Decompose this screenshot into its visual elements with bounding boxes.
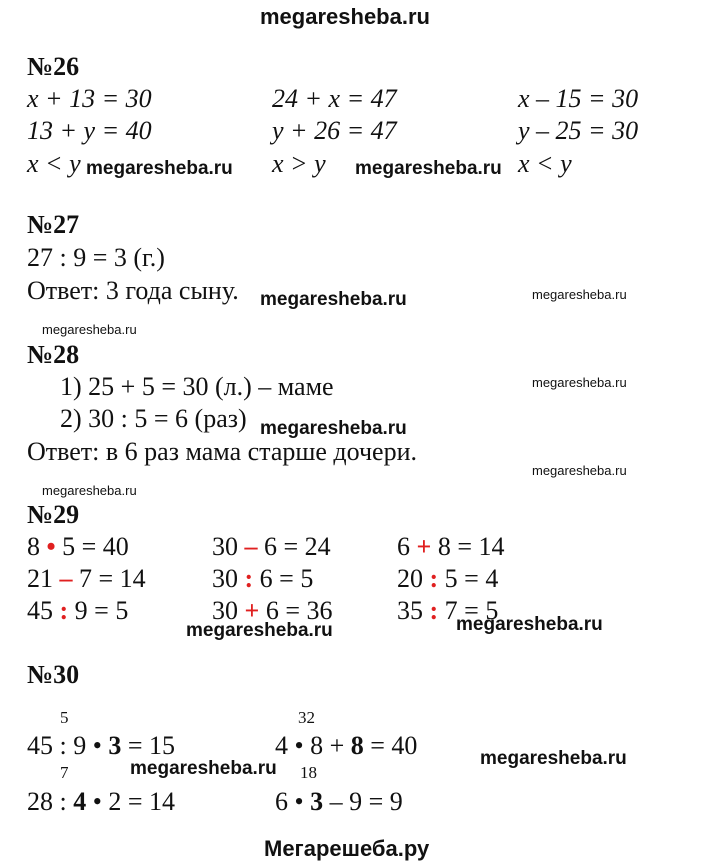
p26-comparison: x < y: [27, 149, 81, 178]
problem-26-heading: №26: [27, 52, 80, 81]
p30-step-value: 18: [300, 763, 317, 782]
watermark: megaresheba.ru: [260, 289, 407, 310]
p30-expression: 28 : 4 • 2 = 14: [27, 787, 175, 816]
p29-expression: 30 : 6 = 5: [212, 564, 314, 593]
p30-expression: 4 • 8 + 8 = 40: [275, 731, 418, 760]
problem-30-heading: №30: [27, 660, 80, 689]
p30-expression: 45 : 9 • 3 = 15: [27, 731, 175, 760]
p30-expression: 6 • 3 – 9 = 9: [275, 787, 403, 816]
p26-eq: y + 26 = 47: [272, 116, 397, 145]
watermark: megaresheba.ru: [130, 758, 277, 779]
p29-expression: 8 • 5 = 40: [27, 532, 129, 561]
p27-answer: Ответ: 3 года сыну.: [27, 276, 239, 305]
p26-eq: 13 + y = 40: [27, 116, 152, 145]
problem-28-heading: №28: [27, 340, 80, 369]
watermark: megaresheba.ru: [532, 375, 627, 390]
watermark: megaresheba.ru: [260, 418, 407, 439]
p29-expression: 45 : 9 = 5: [27, 596, 129, 625]
p28-answer: Ответ: в 6 раз мама старше дочери.: [27, 437, 418, 466]
p29-expression: 20 : 5 = 4: [397, 564, 499, 593]
watermark: megaresheba.ru: [355, 158, 502, 179]
p26-comparison: x > y: [272, 149, 326, 178]
p28-step-1: 1) 25 + 5 = 30 (л.) – маме: [60, 372, 334, 401]
p30-step-value: 5: [60, 708, 69, 727]
p29-expression: 30 + 6 = 36: [212, 596, 333, 625]
p29-expression: 21 – 7 = 14: [27, 564, 146, 593]
problem-29-heading: №29: [27, 500, 80, 529]
problem-27-heading: №27: [27, 210, 80, 239]
watermark: megaresheba.ru: [42, 483, 137, 498]
site-footer: Мегарешеба.ру: [264, 836, 430, 861]
watermark: megaresheba.ru: [456, 614, 603, 635]
watermark: megaresheba.ru: [86, 158, 233, 179]
p30-step-value: 7: [60, 763, 69, 782]
p26-eq: 24 + x = 47: [272, 84, 397, 113]
p26-eq: x – 15 = 30: [518, 84, 639, 113]
site-header: megaresheba.ru: [260, 4, 430, 29]
p29-expression: 6 + 8 = 14: [397, 532, 505, 561]
watermark: megaresheba.ru: [532, 287, 627, 302]
p26-eq: y – 25 = 30: [518, 116, 639, 145]
p30-step-value: 32: [298, 708, 315, 727]
watermark: megaresheba.ru: [480, 748, 627, 769]
p26-eq: x + 13 = 30: [27, 84, 152, 113]
p28-step-2: 2) 30 : 5 = 6 (раз): [60, 404, 247, 433]
watermark: megaresheba.ru: [532, 463, 627, 478]
watermark: megaresheba.ru: [186, 620, 333, 641]
p26-comparison: x < y: [518, 149, 572, 178]
watermark: megaresheba.ru: [42, 322, 137, 337]
p29-expression: 35 : 7 = 5: [397, 596, 499, 625]
p27-solution: 27 : 9 = 3 (г.): [27, 243, 165, 272]
p29-expression: 30 – 6 = 24: [212, 532, 331, 561]
